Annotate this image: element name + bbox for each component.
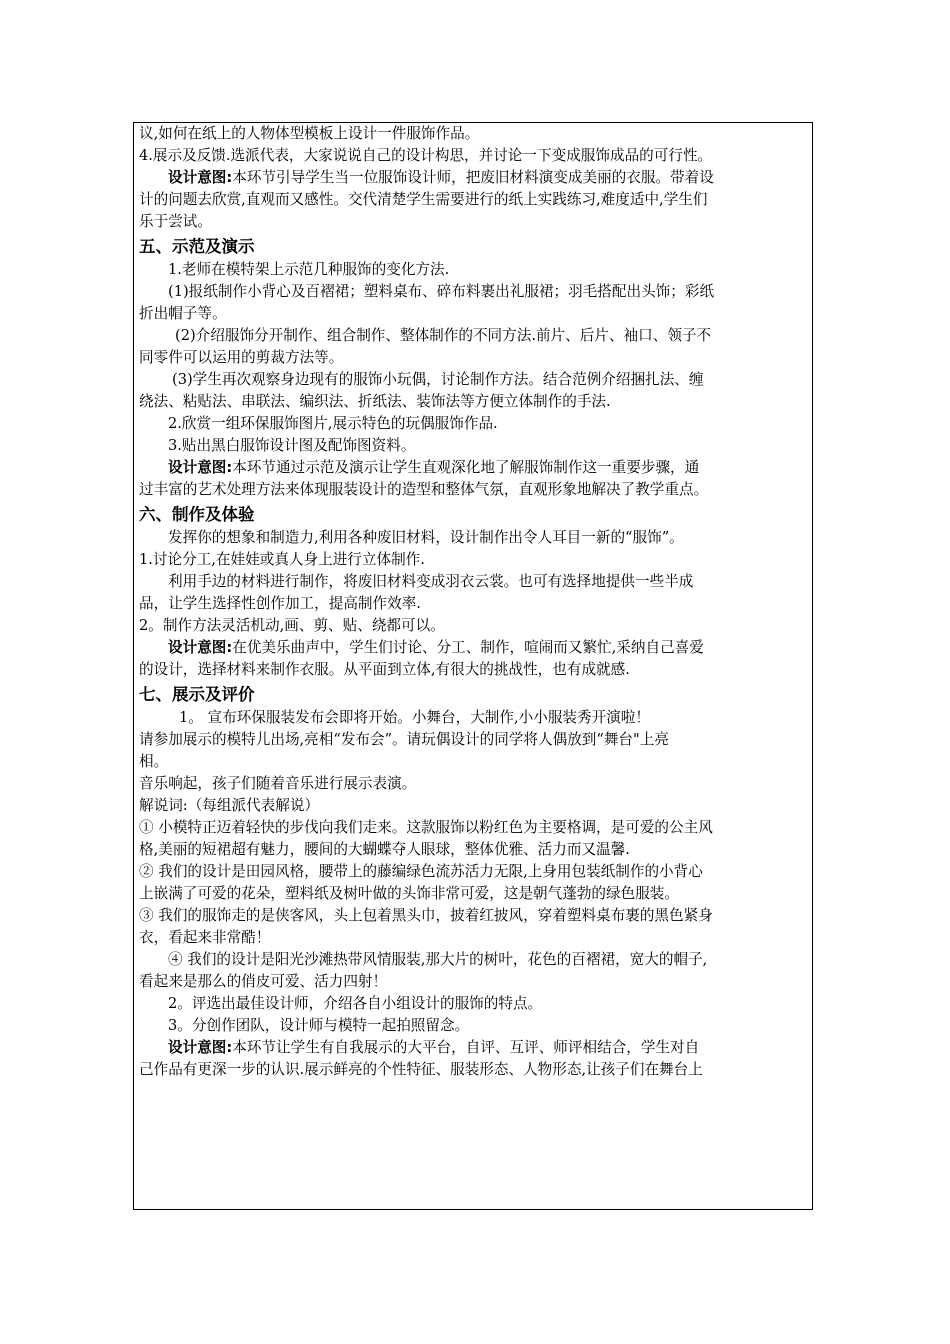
text-line: 3.贴出黑白服饰设计图及配饰图资料。	[168, 437, 416, 454]
text-line: 绕法、粘贴法、串联法、编织法、折纸法、装饰法等方便立体制作的手法.	[139, 393, 611, 410]
text-line: 发挥你的想象和制造力,利用各种废旧材料，设计制作出令人耳目一新的“服饰”。	[168, 529, 684, 546]
text-line: (1)报纸制作小背心及百褶裙；塑料桌布、碎布料裹出礼服裙；羽毛搭配出头饰；彩纸	[168, 283, 715, 300]
text-line: ③ 我们的服饰走的是侠客风，头上包着黑头巾，披着红披风，穿着塑料桌布裹的黑色紧身	[139, 907, 713, 924]
lesson-plan-content	[139, 123, 807, 1081]
text-line: 4.展示及反馈.选派代表，大家说说自己的设计构思，并讨论一下变成服饰成品的可行性。	[139, 147, 713, 164]
text-line: 解说词:（每组派代表解说）	[139, 797, 320, 814]
text-line: (2)介绍服饰分开制作、组合制作、整体制作的不同方法.前片、后片、袖口、领子不	[175, 327, 712, 344]
text-line: 己作品有更深一步的认识.展示鲜亮的个性特征、服装形态、人物形态,让孩子们在舞台上	[139, 1061, 703, 1078]
text-line: 1.讨论分工,在娃娃或真人身上进行立体制作.	[139, 551, 425, 568]
text-span: 本环节引导学生当一位服饰设计师，把废旧材料演变成美丽的衣服。带着设	[232, 169, 714, 186]
text-line: ② 我们的设计是田园风格，腰带上的藤编绿色流苏活力无限,上身用包装纸制作的小背心	[139, 863, 703, 880]
design-intent-paragraph	[139, 457, 807, 479]
text-span: 在优美乐曲声中，学生们讨论、分工、制作，喧闹而又繁忙,采纳自己喜爱	[232, 639, 704, 656]
text-line: 3。分创作团队，设计师与模特一起拍照留念。	[168, 1017, 470, 1034]
text-line: 同零件可以运用的剪裁方法等。	[139, 349, 344, 366]
text-line: ④ 我们的设计是阳光沙滩热带风情服装,那大片的树叶，花色的百褶裙，宽大的帽子,	[168, 951, 708, 968]
text-line: 品，让学生选择性创作加工，提高制作效率.	[139, 595, 421, 612]
text-line: 2.欣赏一组环保服饰图片,展示特色的玩偶服饰作品.	[168, 415, 498, 432]
text-span: 本环节通过示范及演示让学生直观深化地了解服饰制作这一重要步骤，通	[232, 459, 700, 476]
section-heading: 七、展示及评价	[139, 685, 255, 704]
design-intent-label: 设计意图:	[168, 459, 233, 476]
section-heading: 六、制作及体验	[139, 505, 255, 524]
text-line: 利用手边的材料进行制作，将废旧材料变成羽衣云裳。也可有选择地提供一些半成	[168, 573, 694, 590]
text-line: 议,如何在纸上的人物体型模板上设计一件服饰作品。	[139, 125, 480, 142]
text-line: 的设计，选择材料来制作衣服。从平面到立体,有很大的挑战性，也有成就感.	[139, 661, 630, 678]
text-line: 看起来是那么的俏皮可爱、活力四射！	[139, 973, 388, 990]
text-line: 计的问题去欣赏,直观而又感性。交代清楚学生需要进行的纸上实践练习,难度适中,学生们	[139, 191, 708, 208]
design-intent-paragraph	[139, 637, 807, 659]
text-line: (3)学生再次观察身边现有的服饰小玩偶，讨论制作方法。结合范例介绍捆扎法、缠	[172, 371, 704, 388]
text-line: ① 小模特正迈着轻快的步伐向我们走来。这款服饰以粉红色为主要格调，是可爱的公主风	[139, 819, 713, 836]
design-intent-paragraph	[139, 1037, 807, 1059]
text-span: 本环节让学生有自我展示的大平台，自评、互评、师评相结合，学生对自	[232, 1039, 700, 1056]
design-intent-label: 设计意图:	[168, 639, 233, 656]
text-line: 格,美丽的短裙超有魅力，腰间的大蝴蝶夺人眼球，整体优雅、活力而又温馨.	[139, 841, 630, 858]
text-line: 2。评选出最佳设计师，介绍各自小组设计的服饰的特点。	[168, 995, 543, 1012]
text-line: 2。制作方法灵活机动,画、剪、贴、绕都可以。	[139, 617, 445, 634]
text-line: 乐于尝试。	[139, 213, 212, 230]
lesson-plan-table-cell	[133, 122, 813, 1210]
section-heading: 五、示范及演示	[139, 237, 255, 256]
design-intent-label: 设计意图:	[168, 1039, 233, 1056]
text-line: 过丰富的艺术处理方法来体现服装设计的造型和整体气氛，直观形象地解决了教学重点。	[139, 481, 709, 498]
text-line: 音乐响起，孩子们随着音乐进行展示表演。	[139, 775, 417, 792]
text-line: 请参加展示的模特儿出场,亮相“发布会”。请玩偶设计的同学将人偶放到“舞台"上亮	[139, 731, 669, 748]
text-line: 1。 宣布环保服装发布会即将开始。小舞台，大制作,小小服装秀开演啦！	[179, 709, 650, 726]
text-line: 1.老师在模特架上示范几种服饰的变化方法.	[168, 261, 450, 278]
text-line: 折出帽子等。	[139, 305, 227, 322]
text-line: 衣，看起来非常酷！	[139, 929, 271, 946]
design-intent-label: 设计意图:	[168, 169, 233, 186]
text-line: 上嵌满了可爱的花朵，塑料纸及树叶做的头饰非常可爱，这是朝气蓬勃的绿色服装。	[139, 885, 679, 902]
design-intent-paragraph	[139, 167, 807, 189]
text-line: 相。	[139, 753, 169, 770]
